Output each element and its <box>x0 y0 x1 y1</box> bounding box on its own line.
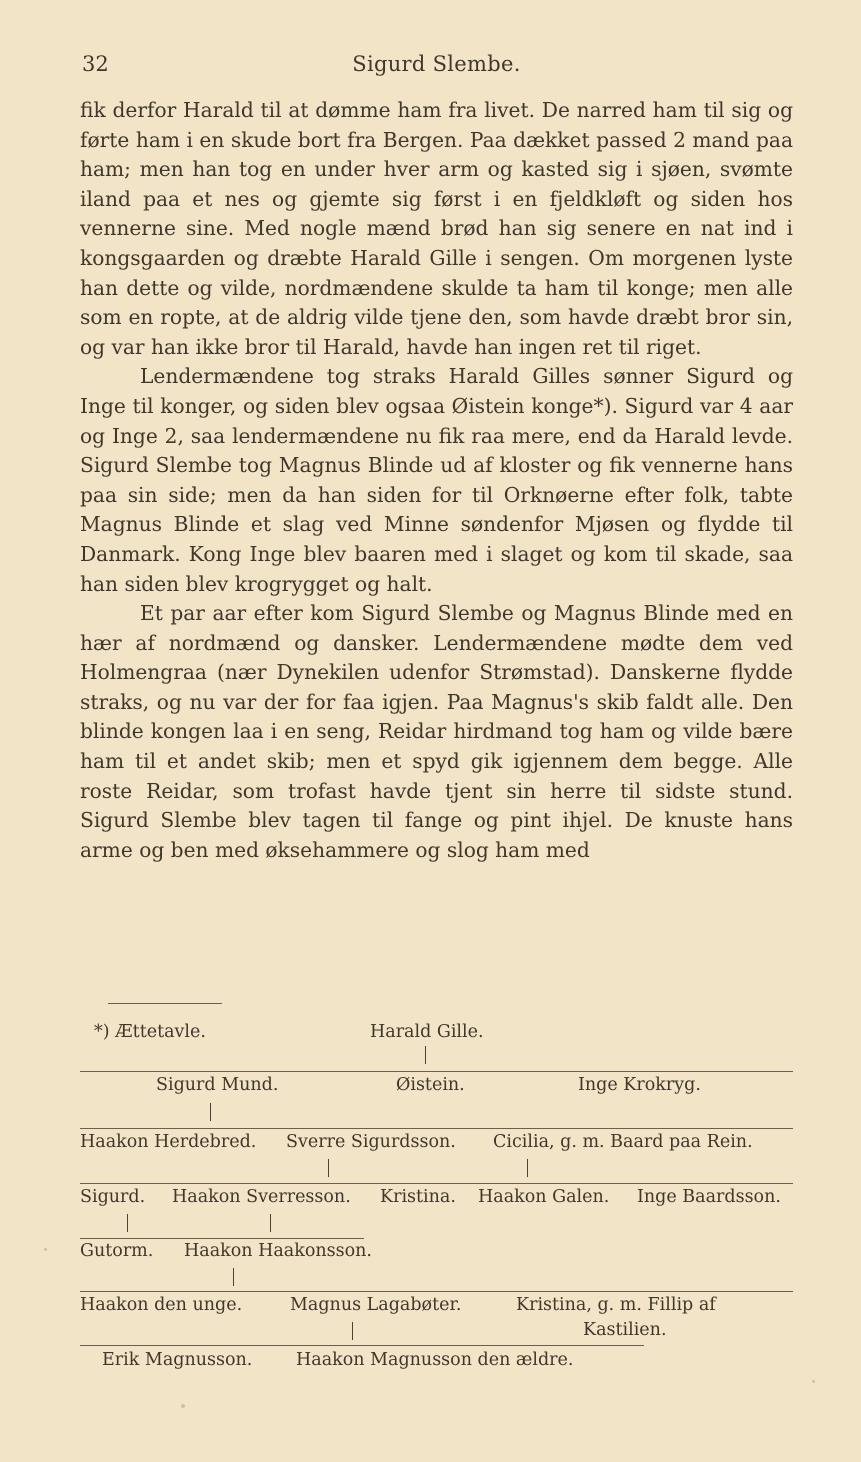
paragraph-2: Lendermændene tog straks Harald Gilles sønner Sigurd og Inge til konger, og siden blev ogsaa Øistein konge*). Sigurd var 4 aar og Inge 2, saa lendermændene nu fik raa mere, end da Harald levde. Sigurd Slembe tog Magnus Blinde ud af kloster og fik vennerne hans paa sin side; men da han siden for til Orknøerne efter folk, tabte Magnus Blinde et slag ved Minne søndenfor Mjøsen og flydde til Danmark. Kong Inge blev baaren med i slaget og kom til skade, saa han siden blev krogrygget og halt. <box>80 364 793 596</box>
tree-person: Kristina. <box>380 1187 456 1207</box>
tree-rule <box>80 1291 793 1292</box>
tree-row-4 <box>80 1241 793 1265</box>
tree-person: Kristina, g. m. Fillip af <box>516 1295 716 1315</box>
tree-person: Haakon Magnusson den ældre. <box>296 1350 574 1370</box>
tree-rule <box>80 1128 793 1129</box>
tree-row-6 <box>80 1350 793 1374</box>
tree-person-continued: Kastilien. <box>583 1320 667 1340</box>
tree-connector <box>527 1159 528 1177</box>
body-text <box>80 96 793 865</box>
paper-speck <box>44 1248 47 1251</box>
paragraph-3: Et par aar efter kom Sigurd Slembe og Magnus Blinde med en hær af nordmænd og dansker. Lendermændene mødte dem ved Holmengraa (nær Dynekilen udenfor Strømstad). Danskerne flydde straks, og nu var der for faa igjen. Paa Magnus's skib faldt alle. Den blinde kongen laa i en seng, Reidar hirdmand tog ham og vilde bære ham til et andet skib; men et spyd gik igjennem dem begge. Alle roste Reidar, som trofast havde tjent sin herre til sidste stund. Sigurd Slembe blev tagen til fange og pint ihjel. De knuste hans arme og ben med øksehammere og slog ham med <box>80 601 793 862</box>
tree-person: Haakon Haakonsson. <box>184 1241 372 1261</box>
tree-person: Haakon Galen. <box>478 1187 610 1207</box>
paragraph-1: fik derfor Harald til at dømme ham fra livet. De narred ham til sig og førte ham i en skude bort fra Bergen. Paa dækket passed 2 mand paa ham; men han tog en under hver arm og kasted sig i sjøen, svømte iland paa et nes og gjemte sig først i en fjeldkløft og siden hos vennerne sine. Med nogle mænd brød han sig senere en nat ind i kongsgaarden og dræbte Harald Gille i sengen. Om morgenen lyste han dette og vilde, nordmændene skulde ta ham til konge; men alle som en ropte, at de aldrig vilde tjene den, som havde dræbt bror sin, og var han ikke bror til Harald, havde han ingen ret til riget. <box>80 98 793 359</box>
tree-person: Sverre Sigurdsson. <box>286 1132 456 1152</box>
tree-row-5b <box>80 1320 793 1344</box>
tree-row-1 <box>80 1075 793 1099</box>
tree-person: Sigurd Mund. <box>156 1075 279 1095</box>
running-head <box>80 52 793 82</box>
tree-connector <box>233 1268 234 1286</box>
tree-row-0 <box>80 1022 793 1046</box>
page-number: 32 <box>82 52 109 76</box>
tree-person: Gutorm. <box>80 1241 154 1261</box>
tree-connector <box>210 1103 211 1121</box>
tree-connector <box>352 1322 353 1340</box>
tree-rule <box>80 1345 644 1346</box>
tree-person: Inge Krokryg. <box>578 1075 701 1095</box>
running-title: Sigurd Slembe. <box>352 52 521 76</box>
tree-person: Magnus Lagabøter. <box>290 1295 462 1315</box>
tree-connector <box>127 1214 128 1232</box>
tree-rule <box>80 1183 793 1184</box>
tree-root: Harald Gille. <box>370 1022 484 1042</box>
tree-person: Cicilia, g. m. Baard paa Rein. <box>493 1132 753 1152</box>
tree-row-3 <box>80 1187 793 1211</box>
tree-rule <box>80 1071 793 1072</box>
paper-speck <box>812 1380 815 1383</box>
tree-person: Sigurd. <box>80 1187 146 1207</box>
tree-connector <box>270 1214 271 1232</box>
tree-person: Haakon Sverresson. <box>172 1187 351 1207</box>
tree-person: Erik Magnusson. <box>102 1350 253 1370</box>
footnote-rule <box>108 1003 222 1004</box>
tree-row-2 <box>80 1132 793 1156</box>
tree-person: Øistein. <box>396 1075 465 1095</box>
tree-person: Inge Baardsson. <box>637 1187 781 1207</box>
tree-person: Haakon den unge. <box>80 1295 243 1315</box>
tree-connector <box>425 1046 426 1064</box>
tree-person: Haakon Herdebred. <box>80 1132 257 1152</box>
tree-rule <box>80 1238 364 1239</box>
paper-speck <box>181 1404 185 1408</box>
tree-row-5 <box>80 1295 793 1319</box>
footnote-marker: *) Ættetavle. <box>94 1022 206 1042</box>
tree-connector <box>328 1159 329 1177</box>
